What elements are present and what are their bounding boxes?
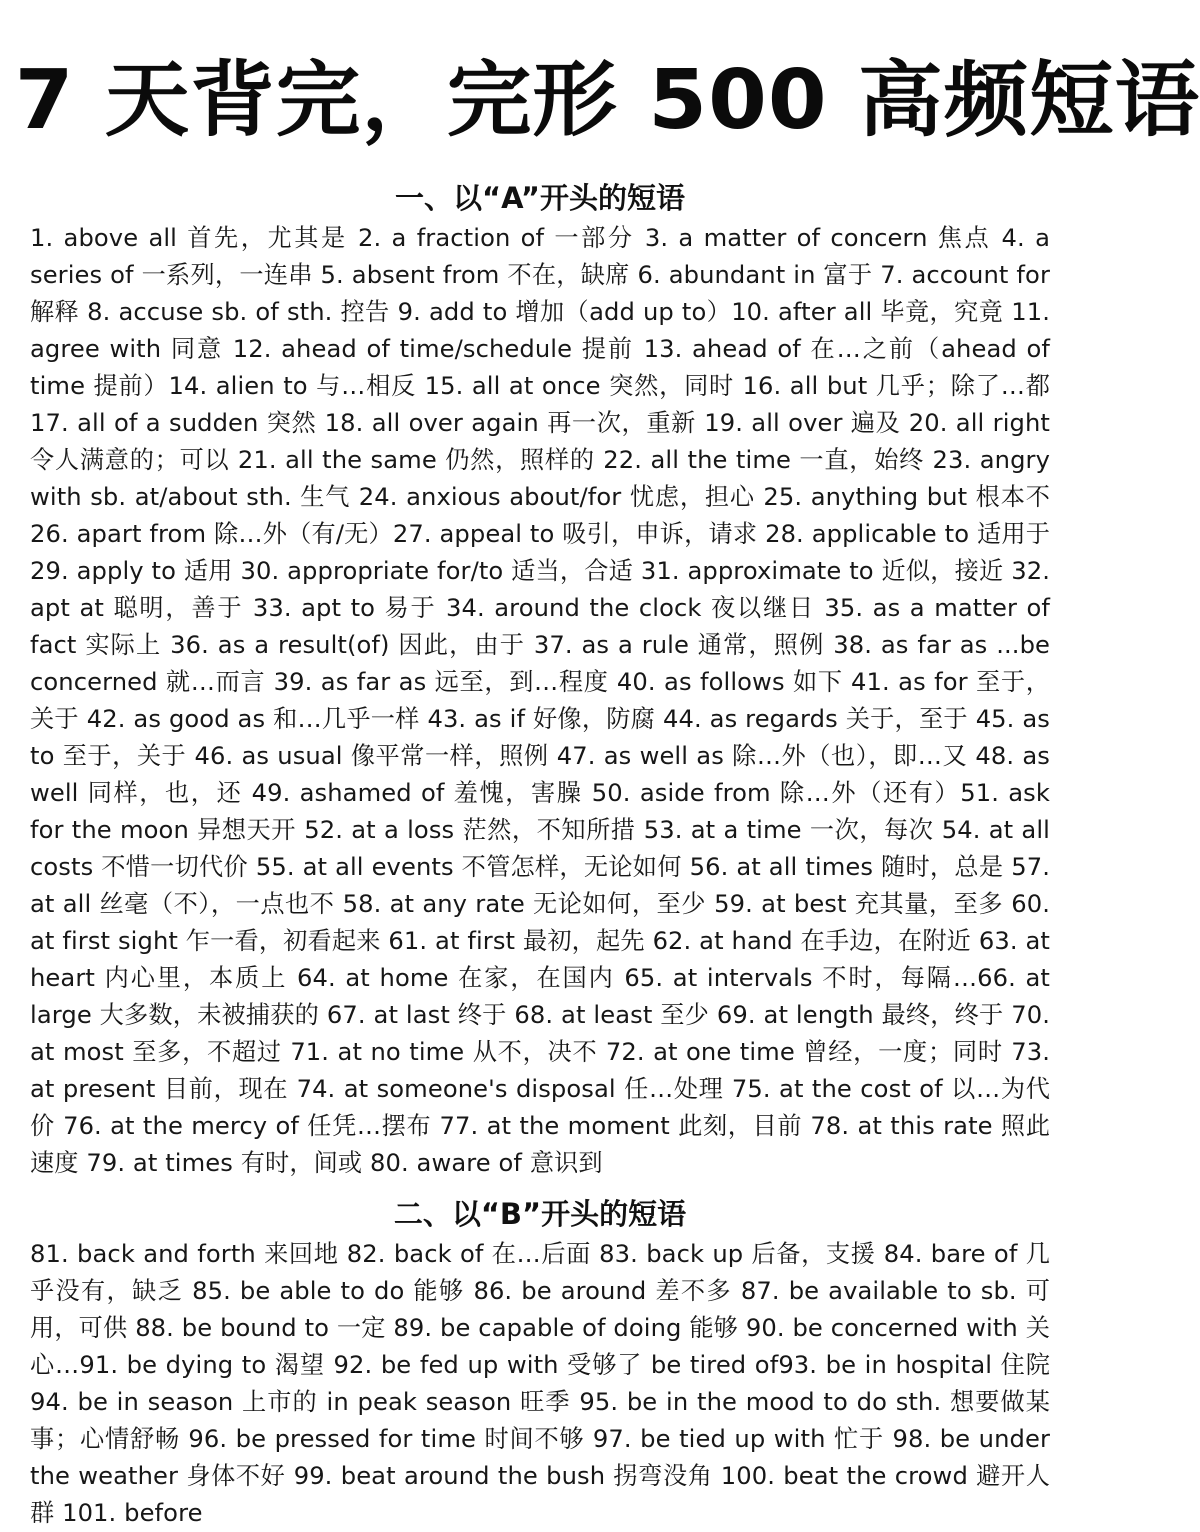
section-a [30, 178, 1050, 1182]
section-a-heading: 一、以“A”开头的短语 [395, 181, 685, 215]
section-b [30, 1194, 1050, 1532]
document-page [0, 42, 1200, 1527]
section-b-heading: 二、以“B”开头的短语 [393, 1197, 687, 1231]
section-a-phrase-list: 1. above all 首先，尤其是 2. a fraction of 一部分 3. a matter of concern 焦点 4. a series of 一系列，一连串 5. absent from 不在，缺席 6. abundant in 富于 7. account for 解释 8. accuse sb. of sth. 控告 9. add to 增加（add up to）10. after all 毕竟，究竟 11. agree with 同意 12. ahead of time/schedule 提前 13. ahead of 在…之前（ahead of time 提前）14. alien to 与…相反 15. all at once 突然，同时 16. all but 几乎；除了…都 17. all of a sudden 突然 18. all over again 再一次，重新 19. all over 遍及 20. all right 令人满意的；可以 21. all the same 仍然，照样的 22. all the time 一直，始终 23. angry with sb. at/about sth. 生气 24. anxious about/for 忧虑，担心 25. anything but 根本不 26. apart from 除…外（有/无）27. appeal to 吸引，申诉，请求 28. applicable to 适用于 29. apply to 适用 30. appropriate for/to 适当，合适 31. approximate to 近似，接近 32. apt at 聪明，善于 33. apt to 易于 34. around the clock 夜以继日 35. as a matter of fact 实际上 36. as a result(of) 因此，由于 37. as a rule 通常，照例 38. as far as ...be concerned 就…而言 39. as far as 远至，到…程度 40. as follows 如下 41. as for 至于，关于 42. as good as 和…几乎一样 43. as if 好像，防腐 44. as regards 关于，至于 45. as to 至于，关于 46. as usual 像平常一样，照例 47. as well as 除…外（也），即…又 48. as well 同样，也，还 49. ashamed of 羞愧，害臊 50. aside from 除…外（还有）51. ask for the moon 异想天开 52. at a loss 茫然，不知所措 53. at a time 一次，每次 54. at all costs 不惜一切代价 55. at all events 不管怎样，无论如何 56. at all times 随时，总是 57. at all 丝毫（不），一点也不 58. at any rate 无论如何，至少 59. at best 充其量，至多 60. at first sight 乍一看，初看起来 61. at first 最初，起先 62. at hand 在手边，在附近 63. at heart 内心里，本质上 64. at home 在家，在国内 65. at intervals 不时，每隔…66. at large 大多数，未被捕获的 67. at last 终于 68. at least 至少 69. at length 最终，终于 70. at most 至多，不超过 71. at no time 从不，决不 72. at one time 曾经，一度；同时 73. at present 目前，现在 74. at someone's disposal 任…处理 75. at the cost of 以…为代价 76. at the mercy of 任凭…摆布 77. at the moment 此刻，目前 78. at this rate 照此速度 79. at times 有时，间或 80. aware of 意识到 [30, 224, 1050, 1177]
page-title: 7 天背完，完形 500 高频短语 [14, 53, 1200, 148]
section-b-phrase-list: 81. back and forth 来回地 82. back of 在…后面 83. back up 后备，支援 84. bare of 几乎没有，缺乏 85. be able to do 能够 86. be around 差不多 87. be available to sb. 可用，可供 88. be bound to 一定 89. be capable of doing 能够 90. be concerned with 关心…91. be dying to 渴望 92. be fed up with 受够了 be tired of93. be in hospital 住院 94. be in season 上市的 in peak season 旺季 95. be in the mood to do sth. 想要做某事；心情舒畅 96. be pressed for time 时间不够 97. be tied up with 忙于 98. be under the weather 身体不好 99. beat around the bush 拐弯没角 100. beat the crowd 避开人群 101. before [30, 1240, 1050, 1527]
